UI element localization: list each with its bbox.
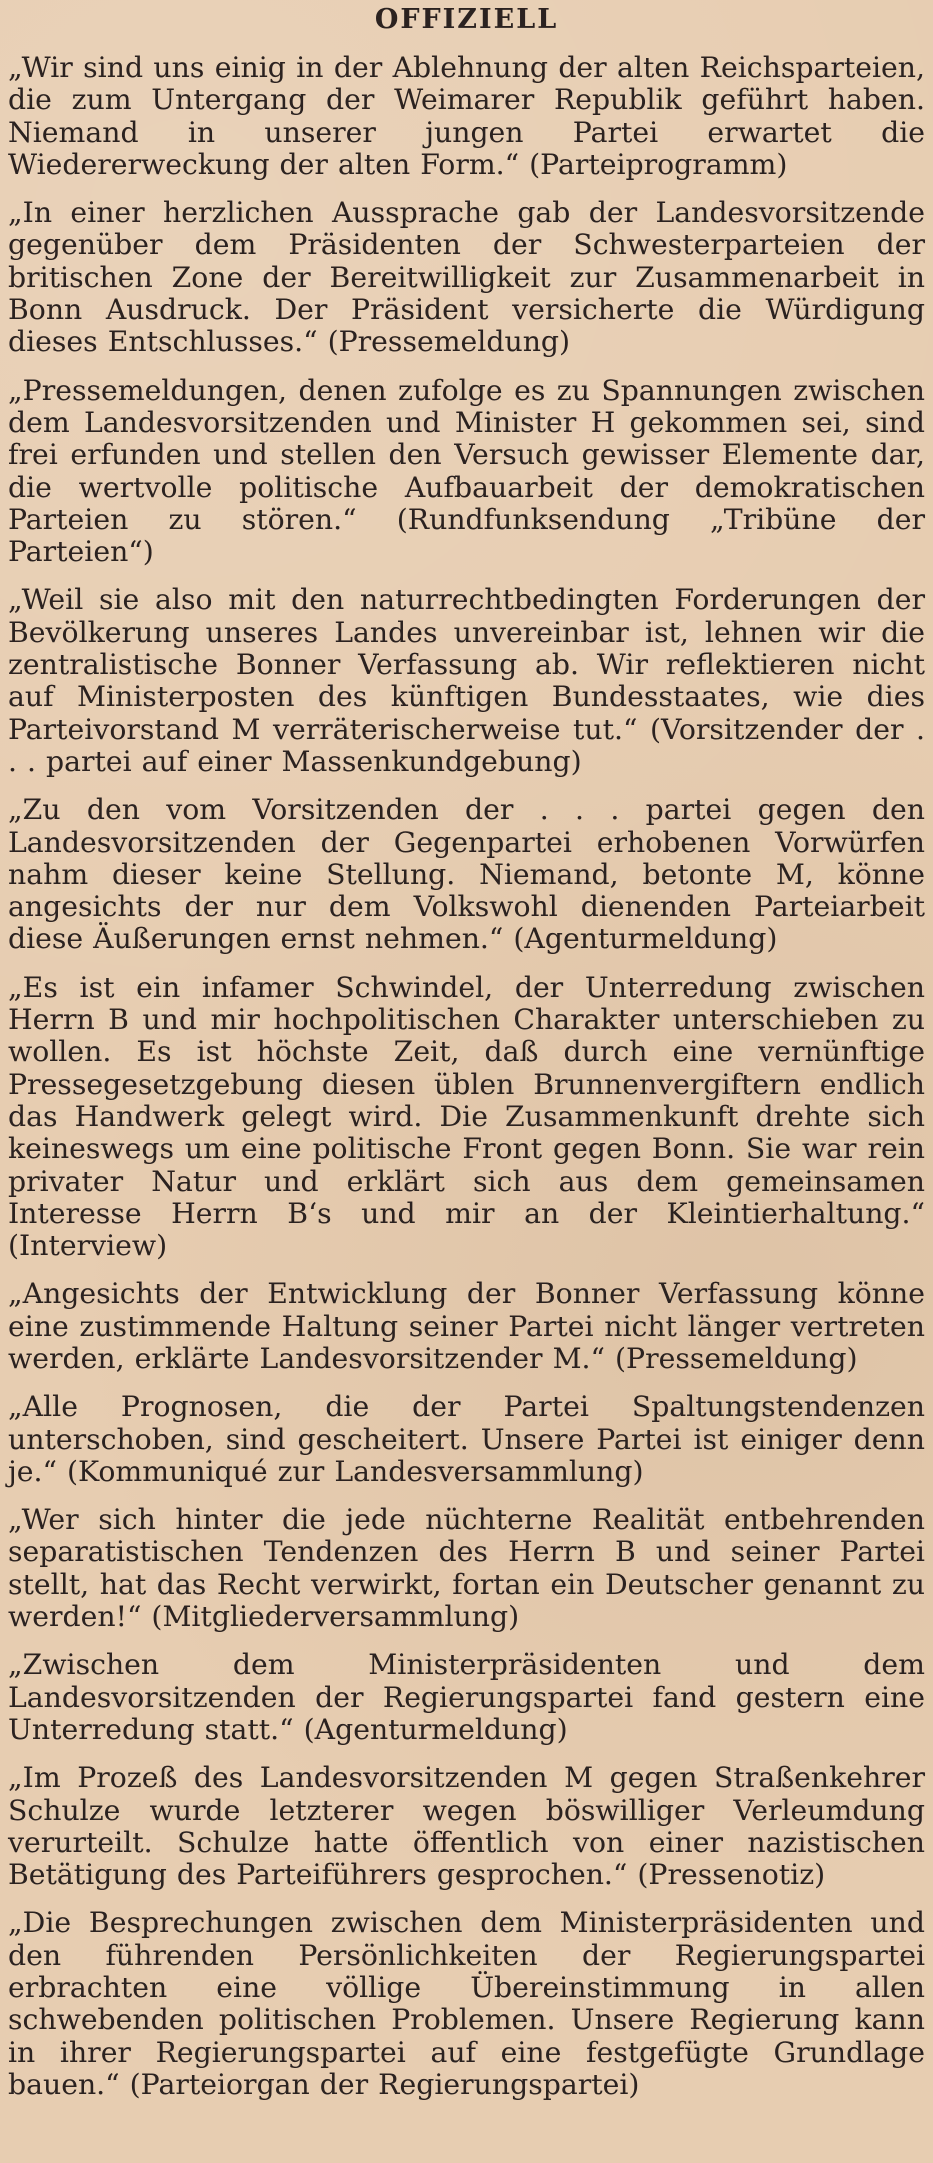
quote-entry-1: „Wir sind uns einig in der Ablehnung der alten Reichsparteien, die zum Untergang der Weimarer Republik geführt haben. Niemand in unserer jungen Partei erwartet die Wiedererweckung der alten Form.“ (Parteiprogramm)	[8, 51, 925, 181]
quote-entry-4: „Weil sie also mit den naturrechtbedingten Forderungen der Bevölkerung unseres Landes unvereinbar ist, lehnen wir die zentralistische Bonner Verfassung ab. Wir reflektieren nicht auf Ministerposten des künftigen Bundesstaates, wie dies Parteivorstand M verräterischerweise tut.“ (Vorsitzender der . . . partei auf einer Massenkundgebung)	[8, 583, 925, 778]
quote-entry-11: „Im Prozeß des Landesvorsitzenden M gegen Straßenkehrer Schulze wurde letzterer wegen böswilliger Verleumdung verurteilt. Schulze hatte öffentlich von einer nazistischen Betätigung des Parteiführers gesprochen.“ (Pressenotiz)	[8, 1761, 925, 1892]
quote-entry-6: „Es ist ein infamer Schwindel, der Unterredung zwischen Herrn B und mir hochpolitischen Charakter unterschieben zu wollen. Es ist höchste Zeit, daß durch eine vernünftige Pressegesetzgebung diesen üblen Brunnenvergiftern endlich das Handwerk gelegt wird. Die Zusammenkunft drehte sich keineswegs um eine politische Front gegen Bonn. Sie war rein privater Natur und erklärt sich aus dem gemeinsamen Interesse Herrn B‘s und mir an der Kleintierhaltung.“ (Interview)	[8, 970, 925, 1263]
quote-entry-12: „Die Besprechungen zwischen dem Ministerpräsidenten und den führenden Persönlichkeiten der Regierungspartei erbrachten eine völlige Übereinstimmung in allen schwebenden politischen Problemen. Unsere Regierung kann in ihrer Regierungspartei auf eine festgefügte Grundlage bauen.“ (Parteiorgan der Regierungspartei)	[8, 1906, 925, 2101]
page-title: OFFIZIELL	[374, 4, 559, 35]
quote-entry-9: „Wer sich hinter die jede nüchterne Realität entbehrenden separatistischen Tendenzen des Herrn B und seiner Partei stellt, hat das Recht verwirkt, fortan ein Deutscher genannt zu werden!“ (Mitgliederversammlung)	[8, 1503, 925, 1634]
quote-entry-10: „Zwischen dem Ministerpräsidenten und dem Landesvorsitzenden der Regierungspartei fand gestern eine Unterredung statt.“ (Agenturmeldung)	[8, 1648, 925, 1746]
quote-entry-5: „Zu den vom Vorsitzenden der . . . partei gegen den Landesvorsitzenden der Gegenpartei erhobenen Vorwürfen nahm dieser keine Stellung. Niemand, betonte M, könne angesichts der nur dem Volkswohl dienenden Parteiarbeit diese Äußerungen ernst nehmen.“ (Agenturmeldung)	[8, 793, 925, 956]
quote-entry-2: „In einer herzlichen Aussprache gab der Landesvorsitzende gegenüber dem Präsidenten der Schwesterparteien der britischen Zone der Bereitwilligkeit zur Zusammenarbeit in Bonn Ausdruck. Der Präsident versicherte die Würdigung dieses Entschlusses.“ (Pressemeldung)	[8, 196, 925, 359]
quote-entry-7: „Angesichts der Entwicklung der Bonner Verfassung könne eine zustimmende Haltung seiner Partei nicht länger vertreten werden, erklärte Landesvorsitzender M.“ (Pressemeldung)	[8, 1277, 925, 1375]
quote-entry-8: „Alle Prognosen, die der Partei Spaltungstendenzen unterschoben, sind gescheitert. Unsere Partei ist einiger denn je.“ (Kommuniqué zur Landesversammlung)	[8, 1390, 925, 1488]
quote-entry-3: „Pressemeldungen, denen zufolge es zu Spannungen zwischen dem Landesvorsitzenden und Minister H gekommen sei, sind frei erfunden und stellen den Versuch gewisser Elemente dar, die wertvolle politische Aufbauarbeit der demokratischen Parteien zu stören.“ (Rundfunksendung „Tribüne der Parteien“)	[8, 373, 925, 569]
